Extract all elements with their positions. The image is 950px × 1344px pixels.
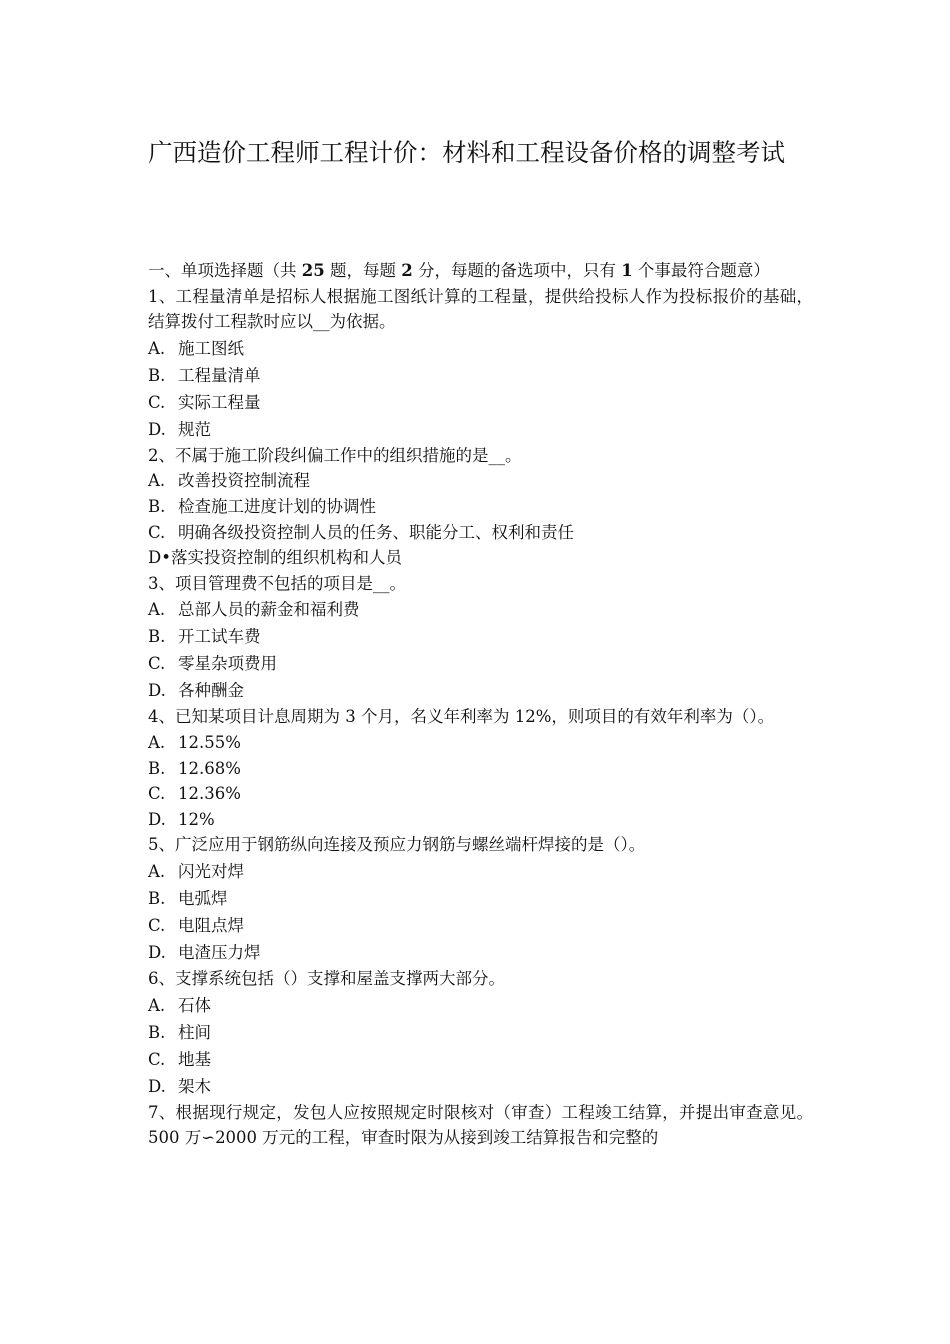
option-letter: D. [148, 942, 166, 962]
option-letter: C. [148, 915, 166, 935]
option-6a [148, 992, 813, 1019]
option-letter: C. [148, 392, 166, 412]
option-text: 零星杂项费用 [178, 654, 277, 674]
option-text: 电弧焊 [178, 888, 228, 908]
option-text: 改善投资控制流程 [178, 471, 310, 491]
question-stem-5: 5、广泛应用于钢筋纵向连接及预应力钢筋与螺丝端杆焊接的是（）。 [148, 835, 646, 855]
option-letter: D. [148, 419, 166, 439]
option-2a [148, 468, 813, 494]
option-letter: C. [148, 784, 166, 804]
option-text: 12.36% [178, 784, 241, 804]
option-5d [148, 939, 813, 966]
option-text: 电渣压力焊 [178, 942, 261, 962]
document-body [148, 258, 813, 1151]
option-1a [148, 335, 813, 362]
option-letter: A. [148, 338, 166, 358]
question-stem-3: 3、项目管理费不包括的项目是__。 [148, 573, 406, 593]
option-4d [148, 807, 813, 833]
option-letter: C. [148, 522, 166, 542]
question-stem-2: 2、不属于施工阶段纠偏工作中的组织措施的是__。 [148, 445, 522, 465]
section-heading [148, 258, 813, 284]
section-heading-text: 分，每题的备选项中，只有 [412, 261, 622, 280]
option-5b [148, 885, 813, 912]
option-1d [148, 416, 813, 443]
option-letter: A. [148, 471, 166, 491]
option-text: 电阻点焊 [178, 915, 244, 935]
question-score: 2 [401, 261, 413, 280]
option-text: 各种酬金 [178, 681, 244, 701]
option-letter: A. [148, 861, 166, 881]
option-letter: D. [148, 809, 166, 829]
question-stem-7: 7、根据现行规定，发包人应按照规定时限核对（审查）工程竣工结算，并提出审查意见。500 万∽2000 万元的工程，审查时限为从接到竣工结算报告和完整的 [148, 1102, 813, 1148]
option-letter: D. [148, 1076, 166, 1096]
option-3d [148, 677, 813, 704]
section-heading-text: 题，每题 [324, 261, 402, 280]
option-text: 闪光对焊 [178, 861, 244, 881]
option-letter: D• [148, 548, 171, 568]
option-5a [148, 858, 813, 885]
option-text: 开工试车费 [178, 627, 261, 647]
option-6d [148, 1073, 813, 1100]
option-letter: A. [148, 995, 166, 1015]
section-heading-text: 一、单项选择题（共 [148, 261, 302, 280]
option-6b [148, 1019, 813, 1046]
option-3b [148, 623, 813, 650]
option-letter: B. [148, 627, 166, 647]
option-3a [148, 596, 813, 623]
option-3c [148, 650, 813, 677]
option-text: 检查施工进度计划的协调性 [178, 496, 376, 516]
question-stem-4: 4、已知某项目计息周期为 3 个月，名义年利率为 12%，则项目的有效年利率为（）。 [148, 707, 775, 727]
question-stem-6: 6、支撑系统包括（）支撑和屋盖支撑两大部分。 [148, 968, 505, 988]
option-2b [148, 494, 813, 520]
option-4a [148, 730, 813, 756]
option-letter: C. [148, 654, 166, 674]
option-text: 地基 [178, 1049, 211, 1069]
option-5c [148, 912, 813, 939]
option-text: 架木 [178, 1076, 211, 1096]
option-letter: B. [148, 496, 166, 516]
option-letter: D. [148, 681, 166, 701]
option-letter: B. [148, 365, 166, 385]
option-text: 落实投资控制的组织机构和人员 [170, 548, 402, 568]
option-4c [148, 781, 813, 807]
option-1c [148, 389, 813, 416]
answer-count: 1 [621, 261, 633, 280]
option-letter: C. [148, 1049, 166, 1069]
option-letter: B. [148, 888, 166, 908]
option-text: 12.55% [178, 732, 241, 752]
option-text: 总部人员的薪金和福利费 [178, 600, 360, 620]
option-2d [148, 545, 813, 571]
option-1b [148, 362, 813, 389]
option-letter: B. [148, 758, 166, 778]
option-6c [148, 1046, 813, 1073]
option-text: 12.68% [178, 758, 241, 778]
option-text: 12% [178, 809, 215, 829]
question-stem-1: 1、工程量清单是招标人根据施工图纸计算的工程量，提供给投标人作为投标报价的基础，结算拨付工程款时应以__为依据。 [148, 286, 813, 332]
option-text: 石体 [178, 995, 211, 1015]
option-letter: A. [148, 600, 166, 620]
option-text: 施工图纸 [178, 338, 244, 358]
option-text: 实际工程量 [178, 392, 261, 412]
section-heading-text: 个事最符合题意） [632, 261, 770, 280]
option-text: 规范 [178, 419, 211, 439]
document-title: 广西造价工程师工程计价：材料和工程设备价格的调整考试 [148, 138, 785, 167]
question-count: 25 [301, 261, 325, 280]
option-text: 柱间 [178, 1022, 211, 1042]
option-text: 明确各级投资控制人员的任务、职能分工、权利和责任 [178, 522, 574, 542]
option-letter: B. [148, 1022, 166, 1042]
option-text: 工程量清单 [178, 365, 261, 385]
option-letter: A. [148, 732, 166, 752]
option-2c [148, 520, 813, 546]
option-4b [148, 756, 813, 782]
